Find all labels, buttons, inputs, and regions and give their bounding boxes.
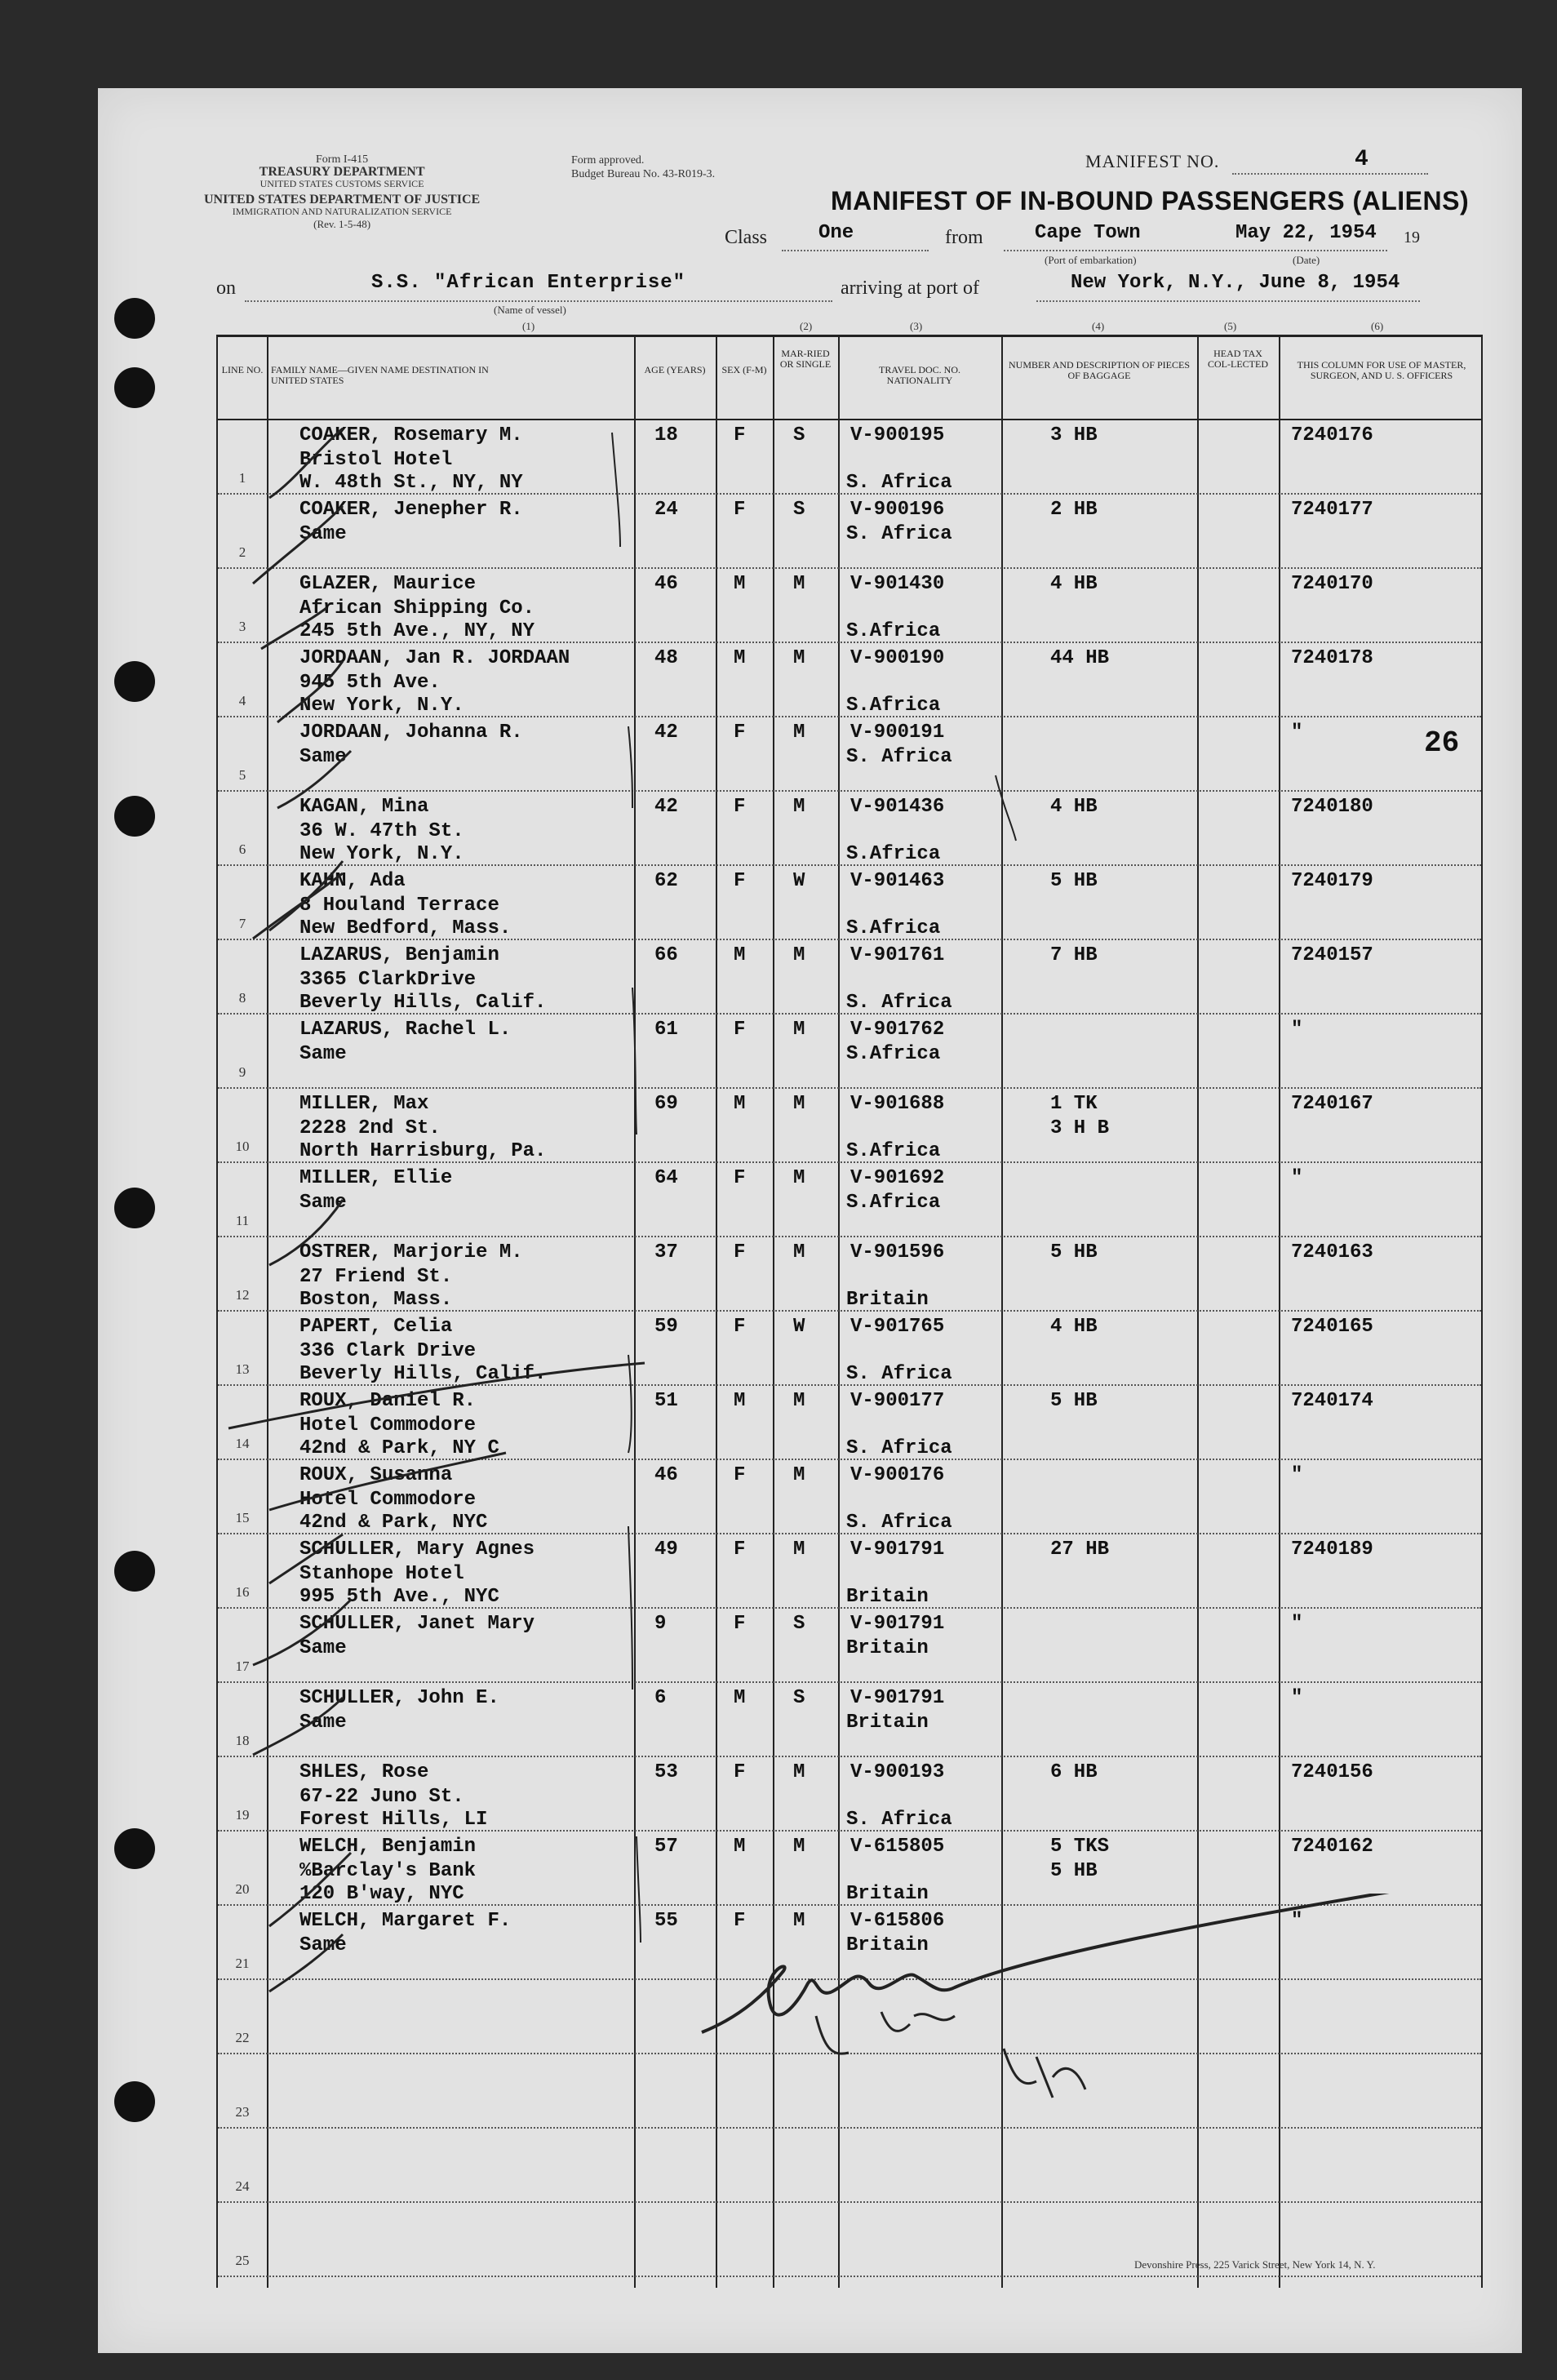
destination-line-1: Same <box>299 523 347 545</box>
table-row <box>218 2127 1481 2203</box>
destination-line-1: 3365 ClarkDrive <box>299 969 477 991</box>
marital-status: M <box>793 944 805 966</box>
travel-doc-number: V-900177 <box>850 1390 945 1412</box>
nationality: S.Africa <box>846 843 941 865</box>
travel-doc-number: V-901596 <box>850 1241 945 1263</box>
age: 66 <box>654 944 678 966</box>
marital-status: S <box>793 499 805 521</box>
age: 46 <box>654 573 678 595</box>
officer-number: 7240156 <box>1291 1761 1373 1783</box>
travel-doc-number: V-901463 <box>850 870 945 892</box>
age: 57 <box>654 1836 678 1858</box>
destination-line-2: 120 B'way, NYC <box>299 1883 464 1905</box>
nationality: S. Africa <box>846 1437 952 1459</box>
line-number: 13 <box>235 1361 250 1377</box>
sex: F <box>734 1316 746 1338</box>
destination-line-1: %Barclay's Bank <box>299 1860 477 1882</box>
col-num-3: (3) <box>910 320 923 332</box>
agency-justice: UNITED STATES DEPARTMENT OF JUSTICE <box>204 193 481 206</box>
age: 51 <box>654 1390 678 1412</box>
line-number: 15 <box>235 1510 250 1525</box>
agency-ins: IMMIGRATION AND NATURALIZATION SERVICE <box>232 206 452 217</box>
officer-number: 7240157 <box>1291 944 1373 966</box>
line-number: 5 <box>238 767 246 783</box>
travel-doc-number: V-901791 <box>850 1687 945 1709</box>
travel-doc-number: V-900193 <box>850 1761 945 1783</box>
travel-doc-number: V-901692 <box>850 1167 945 1189</box>
passenger-name: GLAZER, Maurice <box>299 573 477 595</box>
passenger-name: SHLES, Rose <box>299 1761 429 1783</box>
marital-status: M <box>793 1761 805 1783</box>
age: 18 <box>654 424 678 446</box>
binder-hole <box>114 661 155 702</box>
line-number: 12 <box>235 1287 250 1303</box>
age: 62 <box>654 870 678 892</box>
baggage: 6 HB <box>1050 1761 1098 1783</box>
passenger-name: JORDAAN, Johanna R. <box>299 722 523 744</box>
destination-line-1: Same <box>299 1637 347 1659</box>
on-label: on <box>216 278 236 299</box>
printer-imprint: Devonshire Press, 225 Varick Street, New York 14, N. Y. <box>1134 2258 1376 2271</box>
destination-line-1: Same <box>299 746 347 768</box>
sex: F <box>734 424 746 446</box>
binder-hole <box>114 298 155 339</box>
destination-line-1: 36 W. 47th St. <box>299 820 464 842</box>
destination-line-2: 42nd & Park, NYC <box>299 1512 488 1534</box>
destination-line-2: 42nd & Park, NY C <box>299 1437 499 1459</box>
line-number: 8 <box>238 990 246 1006</box>
sex: F <box>734 796 746 818</box>
sex: M <box>734 1390 746 1412</box>
destination-line-2: New York, N.Y. <box>299 843 464 865</box>
sex: F <box>734 499 746 521</box>
officer-number: 7240189 <box>1291 1539 1373 1561</box>
binder-hole <box>114 367 155 408</box>
travel-doc-number: V-901688 <box>850 1093 945 1115</box>
officer-number: " <box>1291 1464 1303 1486</box>
destination-line-2: 245 5th Ave., NY, NY <box>299 620 535 642</box>
destination-line-1: 8 Houland Terrace <box>299 895 499 917</box>
nationality: Britain <box>846 1637 929 1659</box>
sex: F <box>734 1539 746 1561</box>
line-number: 21 <box>235 1956 250 1971</box>
port-of-embarkation: Cape Town <box>1035 222 1141 244</box>
nationality: Britain <box>846 1934 929 1956</box>
nationality: S. Africa <box>846 523 952 545</box>
nationality: S. Africa <box>846 1809 952 1831</box>
passenger-name: WELCH, Benjamin <box>299 1836 477 1858</box>
baggage: 3 HB <box>1050 424 1098 446</box>
marital-status: M <box>793 1093 805 1115</box>
line-number: 9 <box>238 1064 246 1080</box>
col-header-age: AGE (YEARS) <box>644 364 706 375</box>
sex: M <box>734 1093 746 1115</box>
line-number: 7 <box>238 916 246 931</box>
destination-line-2: North Harrisburg, Pa. <box>299 1140 547 1162</box>
arriving-label: arriving at port of <box>841 278 979 299</box>
passenger-name: WELCH, Margaret F. <box>299 1910 512 1932</box>
age: 59 <box>654 1316 678 1338</box>
passenger-name: KAGAN, Mina <box>299 796 429 818</box>
sex: F <box>734 870 746 892</box>
line-number: 23 <box>235 2104 250 2120</box>
nationality: S.Africa <box>846 1043 941 1065</box>
destination-line-1: 67-22 Juno St. <box>299 1786 464 1808</box>
baggage: 1 TK <box>1050 1093 1098 1115</box>
line-number: 16 <box>235 1584 250 1600</box>
officer-number: 7240174 <box>1291 1390 1373 1412</box>
officer-number: 7240179 <box>1291 870 1373 892</box>
line-number: 6 <box>238 841 246 857</box>
sex: F <box>734 1613 746 1635</box>
line-number: 14 <box>235 1436 250 1451</box>
line-number: 25 <box>235 2253 250 2268</box>
destination-line-2: Forest Hills, LI <box>299 1809 488 1831</box>
officer-number: " <box>1291 1687 1303 1709</box>
passenger-name: JORDAAN, Jan R. JORDAAN <box>299 647 570 669</box>
officer-number: " <box>1291 1167 1303 1189</box>
sex: F <box>734 1019 746 1041</box>
line-number: 1 <box>238 470 246 486</box>
port-caption: (Port of embarkation) <box>1045 254 1137 266</box>
line-number: 20 <box>235 1881 250 1897</box>
passenger-name: MILLER, Max <box>299 1093 429 1115</box>
baggage: 7 HB <box>1050 944 1098 966</box>
destination-line-1: Bristol Hotel <box>299 449 453 471</box>
nationality: S. Africa <box>846 472 952 494</box>
travel-doc-number: V-900176 <box>850 1464 945 1486</box>
sex: F <box>734 1464 746 1486</box>
binder-hole <box>114 796 155 837</box>
officer-number: 7240162 <box>1291 1836 1373 1858</box>
nationality: S. Africa <box>846 992 952 1014</box>
officer-number: 7240167 <box>1291 1093 1373 1115</box>
officer-number: 7240170 <box>1291 573 1373 595</box>
marital-status: M <box>793 722 805 744</box>
marital-status: M <box>793 1019 805 1041</box>
baggage: 5 TKS <box>1050 1836 1110 1858</box>
vessel-caption: (Name of vessel) <box>494 304 566 316</box>
age: 64 <box>654 1167 678 1189</box>
travel-doc-number: V-901762 <box>850 1019 945 1041</box>
passenger-name: KAHN, Ada <box>299 870 406 892</box>
baggage: 5 HB <box>1050 870 1098 892</box>
col-header-line: LINE NO. <box>221 364 264 375</box>
age: 53 <box>654 1761 678 1783</box>
destination-line-2: Boston, Mass. <box>299 1289 453 1311</box>
travel-doc-number: V-900191 <box>850 722 945 744</box>
nationality: Britain <box>846 1883 929 1905</box>
nationality: Britain <box>846 1712 929 1734</box>
marital-status: M <box>793 1464 805 1486</box>
destination-line-1: Same <box>299 1934 347 1956</box>
baggage: 5 HB <box>1050 1241 1098 1263</box>
form-approval <box>571 153 715 181</box>
line-number: 4 <box>238 693 246 708</box>
age: 46 <box>654 1464 678 1486</box>
marital-status: M <box>793 1390 805 1412</box>
travel-doc-number: V-901430 <box>850 573 945 595</box>
destination-line-1: 945 5th Ave. <box>299 672 441 694</box>
vessel-name: S.S. "African Enterprise" <box>371 272 686 294</box>
age: 42 <box>654 722 678 744</box>
line-number: 3 <box>238 619 246 634</box>
passenger-name: LAZARUS, Rachel L. <box>299 1019 512 1041</box>
age: 42 <box>654 796 678 818</box>
from-label: from <box>945 227 983 248</box>
sex: F <box>734 1761 746 1783</box>
destination-line-2: Beverly Hills, Calif. <box>299 992 547 1014</box>
age: 55 <box>654 1910 678 1932</box>
travel-doc-number: V-901791 <box>850 1613 945 1635</box>
binder-hole <box>114 1828 155 1869</box>
destination-line-2: New Bedford, Mass. <box>299 917 512 939</box>
travel-doc-number: V-900190 <box>850 647 945 669</box>
nationality: Britain <box>846 1586 929 1608</box>
passenger-name: SCHULLER, Janet Mary <box>299 1613 535 1635</box>
approval-line-1: Form approved. <box>571 154 645 167</box>
line-number: 10 <box>235 1139 250 1154</box>
marital-status: M <box>793 1910 805 1932</box>
age: 24 <box>654 499 678 521</box>
baggage: 4 HB <box>1050 1316 1098 1338</box>
sex: F <box>734 722 746 744</box>
col-header-sex: SEX (F-M) <box>721 364 767 375</box>
passenger-name: PAPERT, Celia <box>299 1316 453 1338</box>
marital-status: M <box>793 1167 805 1189</box>
col-header-married: MAR-RIED OR SINGLE <box>779 348 832 370</box>
line-number: 18 <box>235 1733 250 1748</box>
age: 48 <box>654 647 678 669</box>
pencil-check-marks <box>220 416 1363 2008</box>
col-num-4: (4) <box>1092 320 1105 332</box>
marital-status: M <box>793 1836 805 1858</box>
travel-doc-number: V-900196 <box>850 499 945 521</box>
agency-customs: UNITED STATES CUSTOMS SERVICE <box>260 178 424 189</box>
age: 6 <box>654 1687 667 1709</box>
form-number: Form I-415 <box>316 153 369 166</box>
baggage: 2 HB <box>1050 499 1098 521</box>
col-header-travel: TRAVEL DOC. NO. NATIONALITY <box>878 364 960 386</box>
passenger-name: COAKER, Rosemary M. <box>299 424 523 446</box>
passenger-name: ROUX, Daniel R. <box>299 1390 477 1412</box>
marital-status: W <box>793 870 805 892</box>
marital-status: M <box>793 647 805 669</box>
travel-doc-number: V-901765 <box>850 1316 945 1338</box>
col-header-baggage: NUMBER AND DESCRIPTION OF PIECES OF BAGGAGE <box>1008 359 1191 381</box>
baggage: 4 HB <box>1050 573 1098 595</box>
sex: M <box>734 573 746 595</box>
nationality: S.Africa <box>846 1192 941 1214</box>
passenger-name: MILLER, Ellie <box>299 1167 453 1189</box>
nationality: S.Africa <box>846 1140 941 1162</box>
destination-line-1: Same <box>299 1192 347 1214</box>
arrival-port: New York, N.Y., June 8, 1954 <box>1071 272 1400 294</box>
form-revision: (Rev. 1-5-48) <box>313 218 371 230</box>
travel-doc-number: V-901761 <box>850 944 945 966</box>
embarkation-date: May 22, 1954 <box>1235 222 1377 244</box>
sex: F <box>734 1167 746 1189</box>
sex: F <box>734 1910 746 1932</box>
line-number: 11 <box>235 1213 250 1228</box>
manifest-no-value: 4 <box>1355 147 1368 172</box>
destination-line-1: Same <box>299 1712 347 1734</box>
passenger-name: SCHULLER, Mary Agnes <box>299 1539 535 1561</box>
age: 49 <box>654 1539 678 1561</box>
destination-line-2: Beverly Hills, Calif. <box>299 1363 547 1385</box>
margin-note: 26 <box>1424 726 1460 760</box>
agency-header <box>204 153 480 230</box>
officer-number: " <box>1291 1613 1303 1635</box>
binder-hole <box>114 1188 155 1228</box>
col-num-6: (6) <box>1371 320 1384 332</box>
class-value: One <box>818 222 854 244</box>
passenger-name: COAKER, Jenepher R. <box>299 499 523 521</box>
age: 37 <box>654 1241 678 1263</box>
passenger-name: SCHULLER, John E. <box>299 1687 499 1709</box>
approval-line-2: Budget Bureau No. 43-R019-3. <box>571 168 716 180</box>
col-header-name: FAMILY NAME—GIVEN NAME DESTINATION IN UNITED STATES <box>271 364 489 386</box>
destination-line-1: African Shipping Co. <box>299 597 535 619</box>
age: 69 <box>654 1093 678 1115</box>
agency-treasury: TREASURY DEPARTMENT <box>259 165 425 179</box>
destination-line-1: 2228 2nd St. <box>299 1117 441 1139</box>
manifest-no-label: MANIFEST NO. <box>1085 151 1220 171</box>
binder-hole <box>114 1551 155 1592</box>
age: 61 <box>654 1019 678 1041</box>
sex: M <box>734 1687 746 1709</box>
officer-number: " <box>1291 1910 1303 1932</box>
passenger-name: ROUX, Susanna <box>299 1464 453 1486</box>
nationality: S.Africa <box>846 620 941 642</box>
destination-line-2: W. 48th St., NY, NY <box>299 472 523 494</box>
travel-doc-number: V-615806 <box>850 1910 945 1932</box>
marital-status: M <box>793 1539 805 1561</box>
class-label: Class <box>725 227 768 248</box>
officer-number: 7240180 <box>1291 796 1373 818</box>
line-number: 19 <box>235 1807 250 1823</box>
nationality: Britain <box>846 1289 929 1311</box>
destination-line-1: 27 Friend St. <box>299 1266 453 1288</box>
col-num-1: (1) <box>522 320 535 332</box>
officer-number: 7240163 <box>1291 1241 1373 1263</box>
destination-line-1: Hotel Commodore <box>299 1489 477 1511</box>
col-num-2: (2) <box>800 320 813 332</box>
baggage-line-2: 3 H B <box>1050 1117 1110 1139</box>
line-number: 17 <box>235 1658 250 1674</box>
passenger-name: OSTRER, Marjorie M. <box>299 1241 523 1263</box>
officer-number: 7240177 <box>1291 499 1373 521</box>
destination-line-1: 336 Clark Drive <box>299 1340 477 1362</box>
baggage-line-2: 5 HB <box>1050 1860 1098 1882</box>
passenger-name: LAZARUS, Benjamin <box>299 944 499 966</box>
col-num-5: (5) <box>1224 320 1237 332</box>
baggage: 44 HB <box>1050 647 1110 669</box>
marital-status: M <box>793 796 805 818</box>
marital-status: S <box>793 1613 805 1635</box>
nationality: S. Africa <box>846 746 952 768</box>
nationality: S.Africa <box>846 695 941 717</box>
baggage: 5 HB <box>1050 1390 1098 1412</box>
travel-doc-number: V-615805 <box>850 1836 945 1858</box>
marital-status: W <box>793 1316 805 1338</box>
officer-number: 7240178 <box>1291 647 1373 669</box>
destination-line-1: Hotel Commodore <box>299 1414 477 1436</box>
baggage: 4 HB <box>1050 796 1098 818</box>
sex: F <box>734 1241 746 1263</box>
sex: M <box>734 1836 746 1858</box>
travel-doc-number: V-901436 <box>850 796 945 818</box>
col-header-headtax: HEAD TAX COL-LECTED <box>1208 348 1268 370</box>
travel-doc-number: V-901791 <box>850 1539 945 1561</box>
line-number: 24 <box>235 2178 250 2194</box>
destination-line-1: Stanhope Hotel <box>299 1563 464 1585</box>
marital-status: S <box>793 424 805 446</box>
officer-number: 7240165 <box>1291 1316 1373 1338</box>
binder-hole <box>114 2081 155 2122</box>
destination-line-1: Same <box>299 1043 347 1065</box>
baggage: 27 HB <box>1050 1539 1110 1561</box>
nationality: S. Africa <box>846 1512 952 1534</box>
nationality: S.Africa <box>846 917 941 939</box>
manifest-title: MANIFEST OF IN-BOUND PASSENGERS (ALIENS) <box>831 186 1470 215</box>
nationality: S. Africa <box>846 1363 952 1385</box>
officer-number: " <box>1291 1019 1303 1041</box>
year-suffix: 19 <box>1404 229 1420 246</box>
officer-number: 7240176 <box>1291 424 1373 446</box>
destination-line-2: New York, N.Y. <box>299 695 464 717</box>
marital-status: M <box>793 573 805 595</box>
col-header-officers: THIS COLUMN FOR USE OF MASTER, SURGEON, AND U. S. OFFICERS <box>1297 359 1466 381</box>
marital-status: M <box>793 1241 805 1263</box>
line-number: 2 <box>238 544 246 560</box>
age: 9 <box>654 1613 667 1635</box>
line-number: 22 <box>235 2030 250 2045</box>
date-caption: (Date) <box>1293 254 1320 266</box>
sex: M <box>734 944 746 966</box>
destination-line-2: 995 5th Ave., NYC <box>299 1586 499 1608</box>
officer-number: " <box>1291 722 1303 744</box>
marital-status: S <box>793 1687 805 1709</box>
travel-doc-number: V-900195 <box>850 424 945 446</box>
sex: M <box>734 647 746 669</box>
